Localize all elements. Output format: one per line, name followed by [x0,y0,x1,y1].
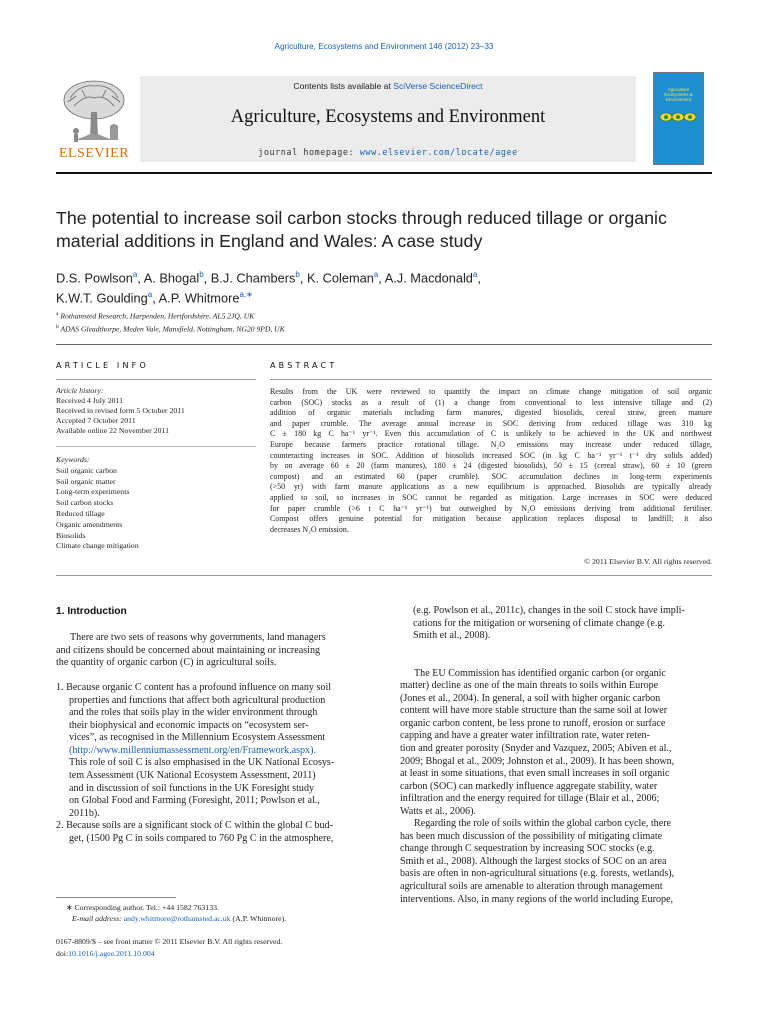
author[interactable]: A.P. Whitmore [158,290,240,306]
body-line [400,643,728,656]
body-line: basis are often in non-agricultural situations (e.g. forests, wetlands), [400,868,675,880]
keyword: Soil organic carbon [56,465,117,475]
tree-emblem-icon [56,76,132,146]
elsevier-wordmark: ELSEVIER [58,146,130,161]
body-line: interventions. Also, in many regions of the world including Europe, [400,893,674,905]
author[interactable]: K. Coleman [306,270,374,286]
keyword: Climate change mitigation [56,541,139,551]
author[interactable]: K.W.T. Goulding [56,290,148,306]
corresponding-author-note: ∗ Corresponding author. Tel.: +44 1582 763133. [66,903,219,912]
author[interactable]: B.J. Chambers [210,270,296,286]
body-line: Smith et al., 2008). [413,630,491,642]
elsevier-logo [56,76,132,162]
cover-title: Agriculture Ecosystems & Environment [664,87,693,102]
footnote-rule [56,897,176,898]
body-line [56,670,380,683]
affiliations [56,309,716,335]
body-line: There are two sets of reasons why governments, land managers [70,632,326,643]
front-matter [56,936,386,960]
body-line: infiltration and the energy required for tillage (Blair et al., 2006; [400,793,660,805]
footnotes [56,902,386,924]
author[interactable]: D.S. Powlson [56,270,133,286]
journal-reference-link[interactable]: Agriculture, Ecosystems and Environment 146 (2012) 23–33 [274,42,494,51]
body-line: vices”, as recognised in the Millennium Ecosystem Assessment [69,732,326,744]
body-line: their biophysical and economic impacts on “ecosystem ser- [69,719,309,731]
homepage-line: journal homepage: www.elsevier.com/locate/agee [258,147,518,157]
body-line: Regarding the role of soils within the global carbon cycle, there [414,818,672,830]
divider [56,575,712,576]
body-line: The EU Commission has identified organic carbon (or organic [414,667,666,679]
affiliation: $^b$ ADAS Gleadthorpe, Meden Vale, Mansfield, Nottingham, NG20 9PD, UK [56,324,285,334]
keyword: Biosolids [56,530,86,540]
email-link[interactable]: andy.whitmore@rothamsted.ac.uk [123,914,231,923]
body-line: 2009; Bhogal et al., 2009; Johnston et al., 2009). It has been shown, [400,755,675,767]
cover-art-icon [654,73,703,164]
keywords: Keywords: Soil organic carbon Soil organic matter Long-term experiments Soil carbon stocks Reduced tillage Organic amendments Biosolids Climate change mitigation [56,455,256,552]
body-line: matter) decline as one of the main threats to soils within Europe [400,680,659,692]
journal-cover-thumbnail[interactable] [653,72,704,165]
issn-line: 0167-8809/$ – see front matter © 2011 Elsevier B.V. All rights reserved. [56,937,283,946]
email-note: E-mail address: andy.whitmore@rothamsted.ac.uk (A.P. Whitmore). [72,914,287,923]
body-line: Smith et al., 2008). Although the largest stocks of SOC on an area [400,855,667,867]
body-line: change through C sequestration by increasing SOC stocks (e.g. [400,843,655,855]
body-line: (Jones et al., 2004). In general, a soil with higher organic carbon [400,692,661,704]
journal-title: Agriculture, Ecosystems and Environment [230,107,546,127]
journal-header-box [140,76,636,162]
divider [56,344,712,345]
body-line: properties and functions that affect both agricultural production [69,694,326,706]
body-line: 2011b). [69,807,100,819]
author-list: D.S. Powlson$^a$, A. Bhogal$^b$, B.J. Chambers$^b$, K. Coleman$^a$, A.J. Macdonald$^a$, K.W.T. Goulding$^a$, A.P. Whitmore$^{a,∗}$ [56,270,481,306]
article-title: The potential to increase soil carbon stocks through reduced tillage or organic material additions in England and Wales: A case study [56,208,667,251]
body-line: tem Assessment (UK National Ecosystem Assessment, 2011) [69,770,316,782]
keyword: Reduced tillage [56,508,105,518]
abstract-heading: ABSTRACT [270,361,338,370]
body-line: at least in some situations, that even small increases in soil organic [400,768,670,780]
body-line: carbon (SOC) can markedly influence aggregate stability, water [400,780,658,792]
body-line [400,655,728,668]
body-line: 1. Because organic C content has a profound influence on many soil [56,682,332,694]
doi-line: doi:10.1016/j.agee.2011.10.004 [56,949,155,958]
body-line: This role of soil C is also emphasised in the UK National Ecosys- [69,757,335,769]
divider [56,446,256,447]
body-column-right [400,605,728,906]
abstract-text: Results from the UK were reviewed to quantify the impact on climate change mitigation of soil organic carbon (SOC) stocks as a result of (1) a change from conventional to less intensive tillage and (2) addition of organic materials including farm manures, digested biosolids, cereal straw, green manure and paper crumble. The average annual increase in SOC deriving from reduced tillage was 310 kg C ± 180 kg C ha⁻¹ yr⁻¹. Even this accumulation of C is unlikely to be achieved in the UK and northwest Europe because farmers practice rotational tillage. N₂O emissions may increase under reduced tillage, counteracting increases in SOC. Addition of biosolids increased SOC (in kg C ha⁻¹ yr⁻¹ t⁻¹ dry solids added) by on average 60 ± 20 (farm manures), 180 ± 24 (digested biosolids), 50 ± 15 (cereal straw), 60 ± 10 (green compost) and an estimated 60 (paper crumble). SOC accumulation declines in long-term experiments (>50 yr) with farm manure applications as a new equilibrium is approached. Biosolids are typically already applied to soil, so increases in SOC cannot be regarded as mitigation. Large increases in SOC were deduced for paper crumble (>6 t C ha⁻¹ yr⁻¹) but outweighed by N₂O emissions deriving from additional fertiliser. Compost offers genuine potential for mitigation because application replaces disposal to landfill; it also decreases N₂O emission. [270,387,712,534]
body-line: get, (1500 Pg C in soils compared to 760 Pg C in the atmosphere, [69,832,334,844]
body-line: cations for the mitigation or worsening of climate change (e.g. [413,617,665,629]
history-item: Received 4 July 2011 [56,396,124,405]
section-heading: 1. Introduction [56,606,127,617]
doi-link[interactable]: 10.1016/j.agee.2011.10.004 [68,949,155,958]
article-history: Article history: Received 4 July 2011 Received in revised form 5 October 2011 Accepted 7 October 2011 Available online 22 November 2011 [56,386,256,436]
body-line: 2. Because soils are a significant stock of C within the global C bud- [56,820,333,832]
body-line: agricultural soils are amenable to alteration through management [400,881,663,893]
article-info-heading: ARTICLE INFO [56,361,149,370]
body-line: (e.g. Powlson et al., 2011c), changes in the soil C stock have impli- [413,605,685,616]
divider [56,379,256,380]
divider [270,379,712,380]
body-line: the quantity of organic carbon (C) in agricultural soils. [56,657,277,669]
history-item: Available online 22 November 2011 [56,426,170,435]
body-line: capping and have a greater water infiltration rate, water reten- [400,730,650,742]
history-item: Accepted 7 October 2011 [56,416,136,425]
author[interactable]: A.J. Macdonald [384,270,473,286]
copyright-notice: © 2011 Elsevier B.V. All rights reserved. [584,557,712,566]
body-line: has been much discussion of the possibility of mitigating climate [400,830,663,842]
keyword: Soil carbon stocks [56,498,114,508]
body-line: content will have more stable structure than the same soil at lower [400,705,668,717]
body-line: Watts et al., 2006). [400,805,476,817]
sciencedirect-link[interactable]: SciVerse ScienceDirect [393,81,483,91]
body-line: tion and greater porosity (Snyder and Vazquez, 2005; Abiven et al., [400,743,672,755]
keyword: Long-term experiments [56,487,130,497]
body-line: on Global Food and Farming (Foresight, 2011; Powlson et al., [69,795,320,807]
body-line: organic carbon content, be less prone to runoff, erosion or surface [400,717,666,729]
author[interactable]: A. Bhogal [143,270,200,286]
homepage-link[interactable]: www.elsevier.com/locate/agee [359,147,518,157]
history-item: Received in revised form 5 October 2011 [56,406,185,415]
keyword: Organic amendments [56,519,123,529]
body-line: and in discussion of soil functions in the UK Foresight study [69,782,315,794]
header-rule [56,172,712,174]
body-line: and the roles that soils play in the wider environment through [69,707,318,719]
contents-line: Contents lists available at SciVerse ScienceDirect [293,81,483,91]
body-line[interactable]: (http://www.millenniumassessment.org/en/Framework.aspx). [69,744,316,756]
keyword: Soil organic matter [56,476,116,486]
affiliation: $^a$ Rothamsted Research, Harpenden, Hertfordshire, AL5 2JQ, UK [56,311,255,321]
body-line: and citizens should be concerned about maintaining or increasing [56,644,321,656]
body-column-left [56,632,380,845]
masthead [56,76,636,162]
